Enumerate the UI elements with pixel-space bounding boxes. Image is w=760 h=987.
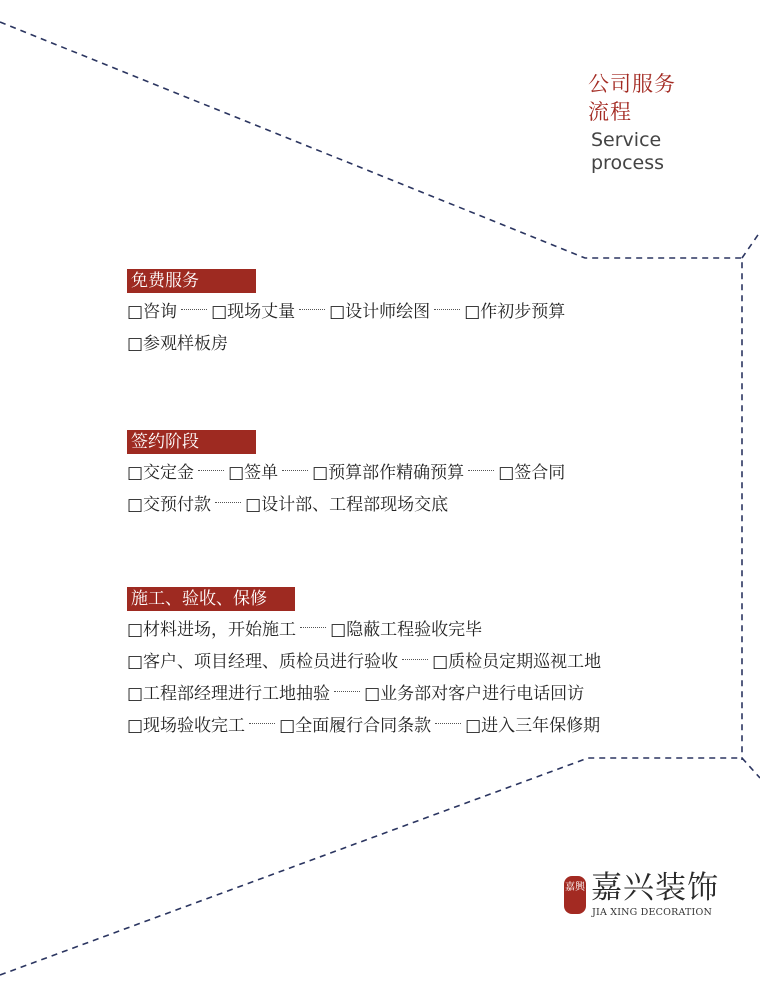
construction-row-3 — [127, 682, 584, 706]
dotted-connector — [181, 309, 207, 310]
logo-name-cn: 嘉兴装饰 — [591, 870, 719, 906]
step-visit-showroom: □参观样板房 — [127, 334, 229, 354]
step-site-handover: □设计部、工程部现场交底 — [245, 495, 449, 515]
step-concealed-inspection: □隐蔽工程验收完毕 — [330, 620, 483, 640]
dotted-connector — [434, 309, 460, 310]
dotted-connector — [435, 723, 461, 724]
section-label-contract-stage: 签约阶段 — [127, 430, 256, 454]
free-service-row-2 — [127, 332, 228, 356]
dotted-connector — [334, 691, 360, 692]
step-materials-start: □材料进场，开始施工 — [127, 620, 297, 640]
dotted-connector — [215, 502, 241, 503]
free-service-row-1 — [127, 300, 565, 324]
contract-row-2 — [127, 493, 448, 517]
bottom-right-dashed-line — [742, 758, 760, 778]
top-right-dashed-line — [742, 232, 760, 258]
section-label-free-service: 免费服务 — [127, 269, 256, 293]
step-initial-budget: □作初步预算 — [464, 302, 566, 322]
step-completion-acceptance: □现场验收完工 — [127, 716, 246, 736]
dotted-connector — [402, 659, 428, 660]
dotted-connector — [300, 627, 326, 628]
title-cn-line1: 公司服务 — [588, 72, 676, 96]
step-warranty-period: □进入三年保修期 — [465, 716, 601, 736]
step-consult: □咨询 — [127, 302, 178, 322]
construction-row-2 — [127, 650, 601, 674]
construction-row-4 — [127, 714, 600, 738]
logo-name-en: JIA XING DECORATION — [592, 907, 712, 918]
step-measure: □现场丈量 — [211, 302, 296, 322]
seal-icon: 嘉興 — [564, 876, 586, 914]
title-en-line1: Service — [591, 129, 662, 151]
step-sign-order: □签单 — [228, 463, 279, 483]
dotted-connector — [249, 723, 275, 724]
bottom-dashed-line — [0, 758, 742, 975]
page-title-cn — [588, 70, 708, 126]
step-design-drawing: □设计师绘图 — [329, 302, 431, 322]
step-manager-spot-check: □工程部经理进行工地抽验 — [127, 684, 331, 704]
construction-row-1 — [127, 618, 482, 642]
dotted-connector — [299, 309, 325, 310]
step-fulfill-contract: □全面履行合同条款 — [279, 716, 432, 736]
step-phone-followup: □业务部对客户进行电话回访 — [364, 684, 585, 704]
step-sign-contract: □签合同 — [498, 463, 566, 483]
section-label-construction: 施工、验收、保修 — [127, 587, 295, 611]
page-title-en — [591, 129, 711, 175]
title-en-line2: process — [591, 152, 665, 174]
title-cn-line2: 流程 — [588, 100, 632, 124]
dotted-connector — [468, 470, 494, 471]
dotted-connector — [198, 470, 224, 471]
step-periodic-patrol: □质检员定期巡视工地 — [432, 652, 602, 672]
dotted-connector — [282, 470, 308, 471]
step-prepayment: □交预付款 — [127, 495, 212, 515]
step-joint-acceptance: □客户、项目经理、质检员进行验收 — [127, 652, 399, 672]
step-precise-budget: □预算部作精确预算 — [312, 463, 465, 483]
step-pay-deposit: □交定金 — [127, 463, 195, 483]
contract-row-1 — [127, 461, 565, 485]
